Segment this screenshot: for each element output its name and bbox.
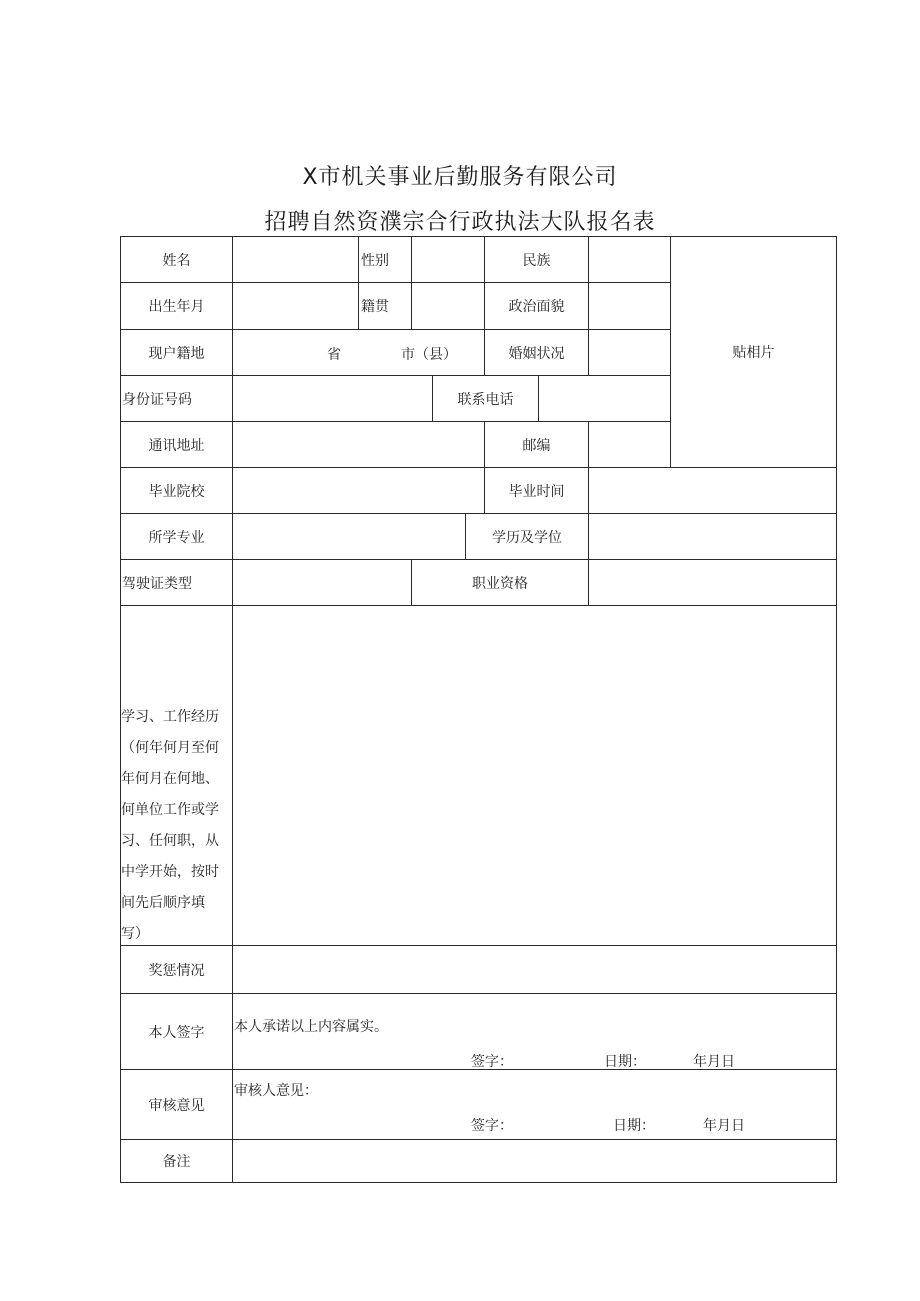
label-phone: 联系电话 — [457, 391, 514, 408]
resume-line: 中学开始，按时 — [121, 864, 219, 880]
input-name[interactable] — [233, 237, 358, 282]
label-awards: 奖惩情况 — [148, 962, 205, 979]
label-id-number: 身份证号码 — [122, 391, 192, 408]
review-date-ymd: 年月日 — [703, 1118, 745, 1134]
input-awards[interactable] — [233, 946, 836, 993]
label-political-status: 政治面貌 — [508, 299, 565, 315]
label-signature: 本人签字 — [148, 1024, 205, 1041]
input-household[interactable] — [233, 330, 484, 375]
date-ymd: 年月日 — [693, 1054, 735, 1070]
input-marital[interactable] — [589, 330, 670, 375]
sign-label: 签字： — [471, 1054, 513, 1070]
label-school: 毕业院校 — [148, 483, 205, 500]
input-remarks[interactable] — [233, 1140, 836, 1182]
label-grad-time: 毕业时间 — [508, 483, 565, 500]
label-address: 通讯地址 — [148, 437, 205, 454]
resume-line: 间先后顺序填 — [121, 895, 205, 911]
resume-line: 学习、工作经历 — [121, 709, 219, 725]
input-resume[interactable] — [233, 606, 836, 945]
label-household: 现户籍地 — [148, 345, 205, 362]
label-license: 驾驶证类型 — [122, 575, 192, 592]
input-political-status[interactable] — [589, 283, 670, 329]
form-title-line2: 招聘自然资濮宗合行政执法大队报名表 — [264, 210, 656, 235]
signature-area[interactable] — [233, 994, 836, 1069]
input-degree[interactable] — [589, 514, 836, 559]
input-license[interactable] — [233, 560, 411, 605]
input-postcode[interactable] — [589, 422, 670, 467]
input-school[interactable] — [233, 468, 484, 513]
city-suffix: 市（县） — [401, 347, 457, 363]
form-title-line1: X市机关事业后勤服务有限公司 — [302, 165, 618, 190]
reviewer-opinion-text: 审核人意见： — [234, 1083, 318, 1099]
input-phone[interactable] — [539, 376, 670, 421]
label-major: 所学专业 — [148, 529, 205, 546]
resume-line: 年何月在何地、 — [121, 771, 219, 787]
label-marital: 婚姻状况 — [508, 345, 565, 362]
label-name: 姓名 — [162, 252, 191, 269]
province-suffix: 省 — [327, 347, 341, 363]
resume-line: 写） — [121, 926, 149, 942]
label-gender: 性别 — [361, 252, 389, 269]
resume-line: 何单位工作或学 — [121, 802, 219, 818]
label-qualification: 职业资格 — [472, 575, 528, 592]
label-remarks: 备注 — [162, 1154, 191, 1170]
resume-line: 习、任何职，从 — [121, 833, 219, 849]
label-review: 审核意见 — [148, 1097, 205, 1114]
input-gender[interactable] — [412, 237, 484, 282]
label-birth: 出生年月 — [148, 299, 205, 315]
date-label: 日期： — [604, 1054, 646, 1070]
label-resume — [121, 702, 231, 950]
promise-text: 本人承诺以上内容属实。 — [234, 1019, 388, 1035]
input-ethnicity[interactable] — [589, 237, 670, 282]
label-ethnicity: 民族 — [522, 252, 551, 269]
review-date-label: 日期： — [613, 1118, 655, 1134]
resume-line: （何年何月至何 — [121, 740, 219, 756]
input-grad-time[interactable] — [589, 468, 836, 513]
input-birth[interactable] — [233, 283, 358, 329]
review-sign-label: 签字： — [471, 1118, 513, 1134]
input-major[interactable] — [233, 514, 465, 559]
input-native-place[interactable] — [412, 283, 484, 329]
input-id-number[interactable] — [233, 376, 432, 421]
review-area[interactable] — [233, 1070, 836, 1139]
label-postcode: 邮编 — [522, 437, 551, 454]
label-native-place: 籍贯 — [361, 299, 389, 315]
label-degree: 学历及学位 — [492, 529, 562, 546]
input-address[interactable] — [233, 422, 484, 467]
input-qualification[interactable] — [589, 560, 836, 605]
photo-placeholder[interactable]: 贴相片 — [732, 345, 775, 361]
